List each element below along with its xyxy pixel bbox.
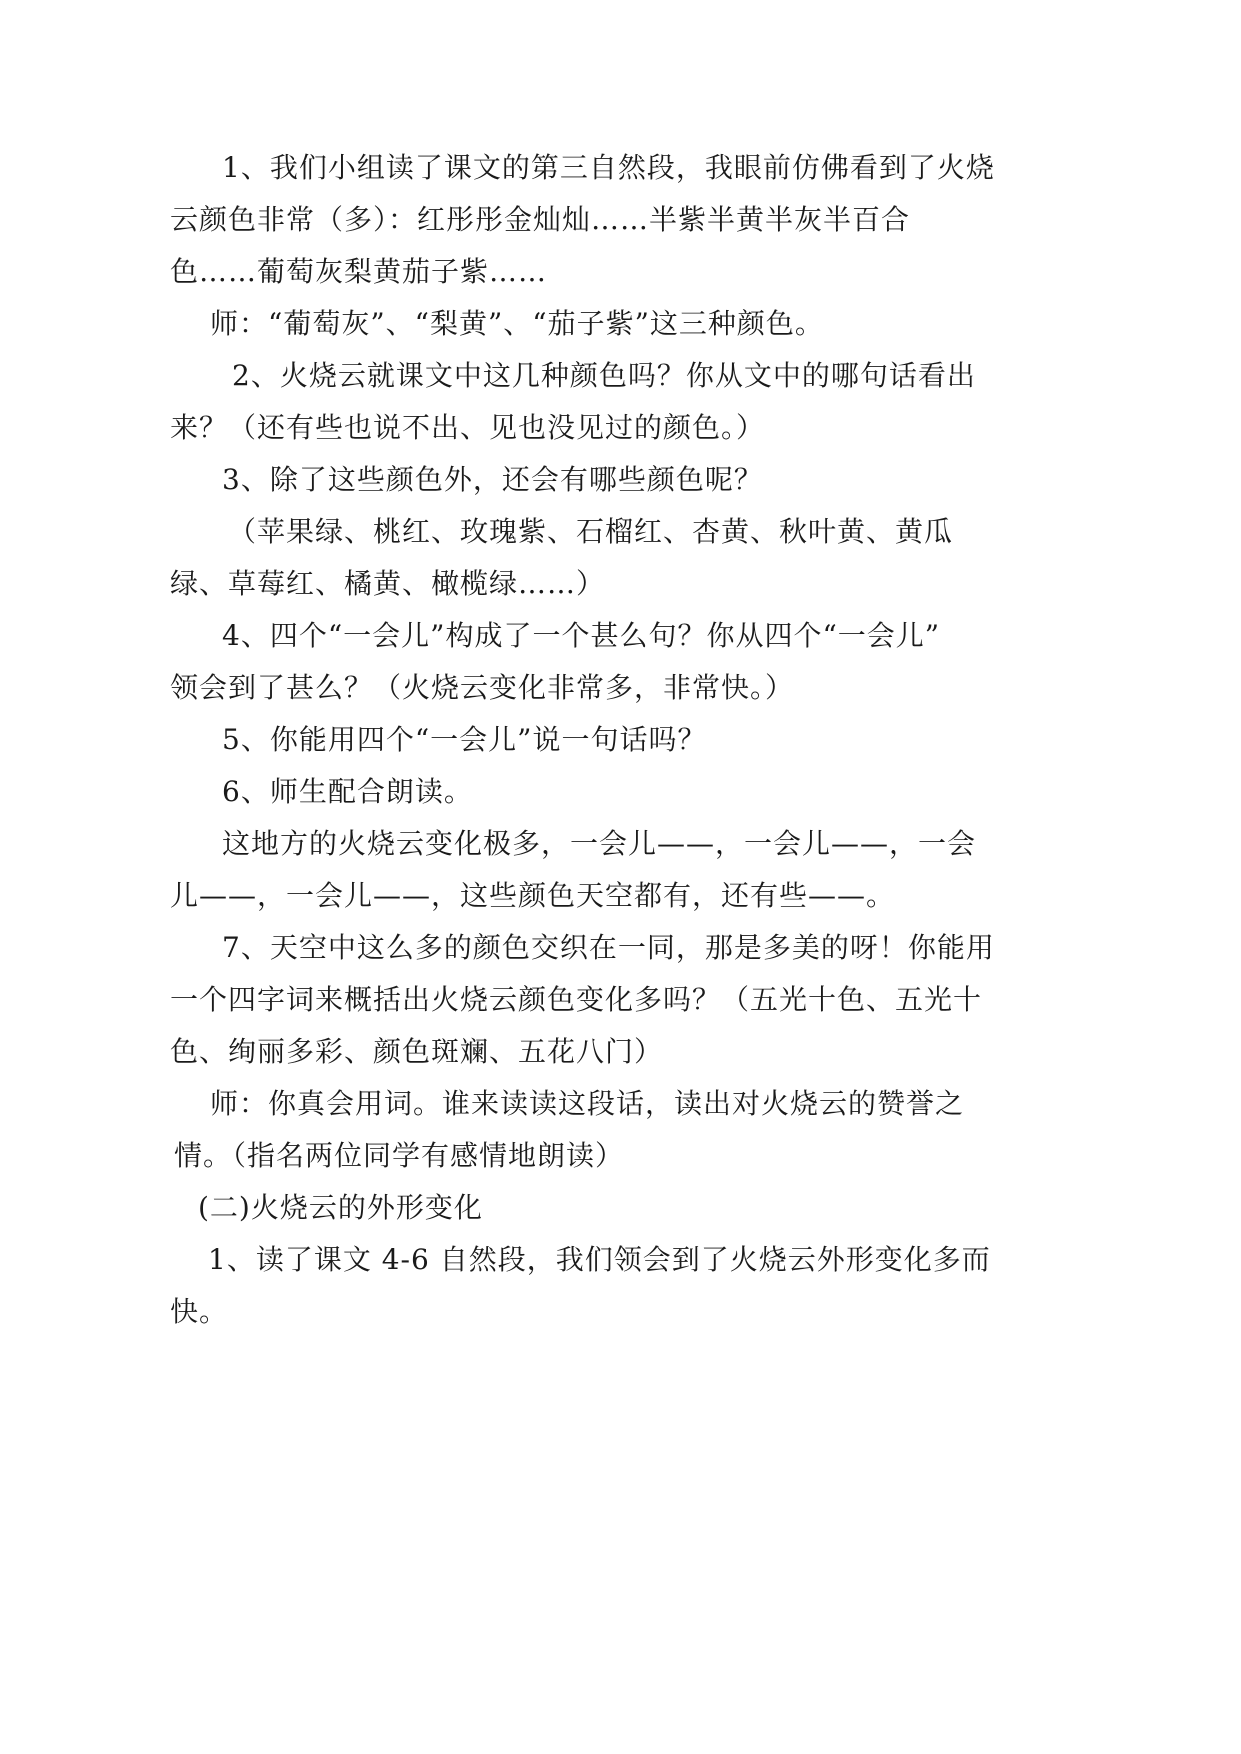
section-paragraph-1-line-1: 1、读了课文 4-6 自然段，我们领会到了火烧云外形变化多而 bbox=[208, 1243, 991, 1276]
teacher-line-1: 师：“葡萄灰”、“梨黄”、“茄子紫”这三种颜色。 bbox=[210, 307, 824, 340]
paragraph-3-line-1: 3、除了这些颜色外，还会有哪些颜色呢？ bbox=[222, 463, 763, 496]
teacher-line-3: 情。（指名两位同学有感情地朗读） bbox=[174, 1139, 625, 1172]
paragraph-3-answer-line-1: （苹果绿、桃红、玫瑰紫、石榴红、杏黄、秋叶黄、黄瓜 bbox=[228, 515, 954, 548]
reading-line-1: 这地方的火烧云变化极多，一会儿——，一会儿——，一会 bbox=[222, 827, 977, 860]
paragraph-1-line-1: 1、我们小组读了课文的第三自然段，我眼前仿佛看到了火烧 bbox=[222, 151, 995, 184]
paragraph-2-line-2: 来？（还有些也说不出、见也没见过的颜色。） bbox=[170, 411, 766, 444]
paragraph-7-line-3: 色、绚丽多彩、颜色斑斓、五花八门） bbox=[170, 1035, 664, 1068]
paragraph-2-line-1: 2、火烧云就课文中这几种颜色吗？你从文中的哪句话看出 bbox=[232, 359, 976, 392]
teacher-line-2: 师：你真会用词。谁来读读这段话，读出对火烧云的赞誉之 bbox=[210, 1087, 965, 1120]
section-heading: (二)火烧云的外形变化 bbox=[198, 1191, 483, 1224]
reading-line-2: 儿——，一会儿——，这些颜色天空都有，还有些——。 bbox=[170, 879, 896, 912]
section-paragraph-1-line-2: 快。 bbox=[170, 1295, 229, 1328]
paragraph-1-line-3: 色……葡萄灰梨黄茄子紫…… bbox=[170, 255, 548, 288]
paragraph-3-answer-line-2: 绿、草莓红、橘黄、橄榄绿……） bbox=[170, 567, 606, 600]
paragraph-7-line-2: 一个四字词来概括出火烧云颜色变化多吗？（五光十色、五光十 bbox=[170, 983, 983, 1016]
paragraph-4-line-2: 领会到了甚么？（火烧云变化非常多，非常快。） bbox=[170, 671, 795, 704]
paragraph-1-line-2: 云颜色非常（多）：红彤彤金灿灿……半紫半黄半灰半百合 bbox=[170, 203, 911, 236]
paragraph-6-line-1: 6、师生配合朗读。 bbox=[222, 775, 473, 808]
paragraph-5-line-1: 5、你能用四个“一会儿”说一句话吗？ bbox=[222, 723, 707, 756]
paragraph-7-line-1: 7、天空中这么多的颜色交织在一同，那是多美的呀！你能用 bbox=[222, 931, 995, 964]
paragraph-4-line-1: 4、四个“一会儿”构成了一个甚么句？你从四个“一会儿” bbox=[222, 619, 941, 652]
